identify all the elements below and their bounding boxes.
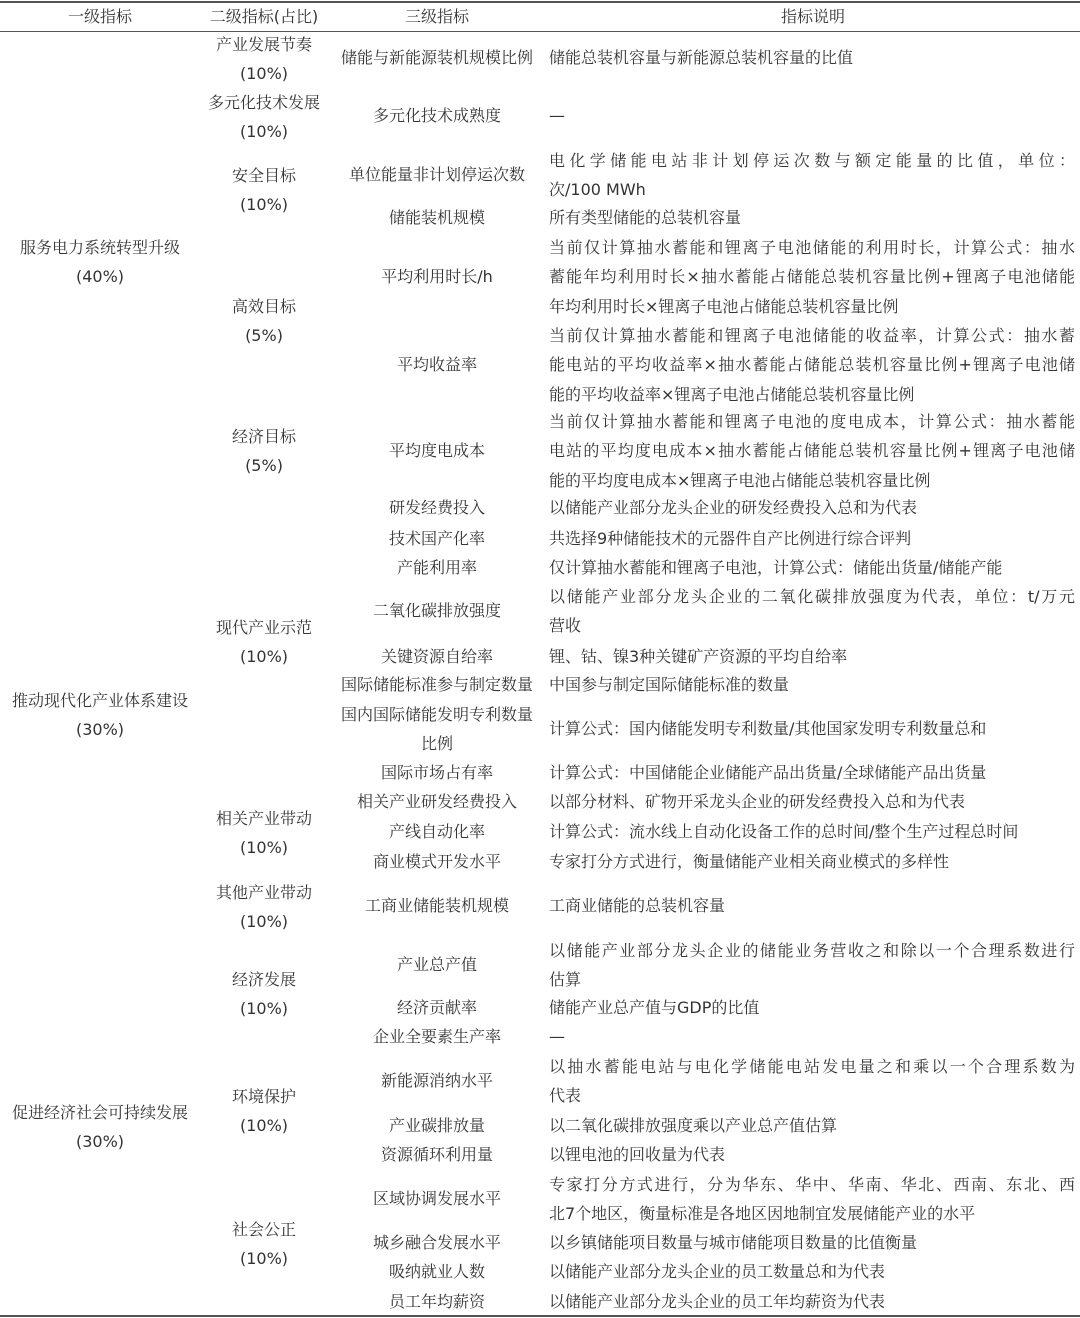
level3-indicator-line: 储能装机规模 — [388, 208, 485, 228]
indicator-description-line: 能的平均度电成本×锂离子电池占储能总装机容量比例 — [549, 470, 931, 490]
level3-indicator — [328, 1287, 546, 1316]
level3-indicator — [328, 950, 546, 979]
level3-indicator — [328, 524, 546, 553]
indicator-description-line: — — [549, 1027, 565, 1047]
indicator-description-line: — — [549, 106, 565, 126]
level2-indicator-line: 经济发展 — [231, 969, 296, 989]
level2-indicator — [200, 30, 328, 89]
indicator-description-line: 电站的平均度电成本×抽水蓄能占储能总装机容量比例+锂离子电池储 — [549, 441, 1075, 461]
level3-indicator — [328, 203, 546, 232]
level3-indicator-line: 员工年均薪资 — [388, 1292, 485, 1312]
indicator-description-line: 能电站的平均收益率×抽水蓄能占储能总装机容量比例+锂离子电池储 — [549, 355, 1075, 375]
indicator-description — [549, 787, 1075, 816]
level2-indicator — [200, 422, 328, 481]
level2-indicator-line: 经济目标 — [231, 426, 296, 446]
indicator-description — [549, 493, 1075, 522]
indicator-description-line: 所有类型储能的总装机容量 — [549, 208, 742, 228]
level1-indicator-line: 服务电力系统转型升级 — [19, 237, 180, 257]
indicator-description — [549, 1111, 1075, 1140]
level3-indicator — [328, 101, 546, 130]
level2-indicator — [200, 965, 328, 1024]
header-rule — [0, 31, 1080, 32]
level3-indicator — [328, 847, 546, 876]
indicator-description-line: 次/100 MWh — [549, 180, 646, 199]
indicator-description-line: 计算公式：国内储能发明专利数量/其他国家发明专利数量总和 — [549, 719, 987, 739]
level2-indicator-line: (10%) — [239, 195, 289, 214]
indicator-description-line: 以二氧化碳排放强度乘以产业总产值估算 — [549, 1116, 838, 1136]
indicator-description — [549, 642, 1075, 671]
indicator-description — [549, 670, 1075, 699]
indicator-description — [549, 582, 1075, 641]
indicator-description-line: 中国参与制定国际储能标准的数量 — [549, 675, 790, 695]
level3-indicator-line: 商业模式开发水平 — [372, 852, 501, 872]
level3-indicator-line: 产业碳排放量 — [388, 1116, 485, 1136]
indicator-description — [549, 1140, 1075, 1169]
level3-indicator-line: 平均利用时长/h — [381, 267, 493, 287]
indicator-description — [549, 817, 1075, 846]
level2-indicator-line: 相关产业带动 — [215, 808, 312, 828]
level3-indicator-line: 二氧化碳排放强度 — [372, 601, 501, 621]
indicator-description — [549, 1228, 1075, 1257]
header-description: 指标说明 — [780, 7, 845, 26]
indicator-description — [549, 1170, 1075, 1229]
indicator-description — [549, 553, 1075, 582]
indicator-description-line: 北7个地区，衡量标准是各地区因地制宜发展储能产业的水平 — [549, 1204, 976, 1223]
level3-indicator-line: 单位能量非计划停运次数 — [348, 165, 525, 185]
level2-indicator-line: (10%) — [239, 647, 289, 666]
level2-indicator-line: (10%) — [239, 999, 289, 1018]
indicator-description-line: 专家打分方式进行，衡量储能产业相关商业模式的多样性 — [549, 852, 950, 872]
level3-indicator — [328, 436, 546, 465]
indicator-description-line: 代表 — [549, 1086, 582, 1105]
indicator-description — [549, 1022, 1075, 1051]
indicator-description-line: 以抽水蓄能电站与电化学储能电站发电量之和乘以一个合理系数为 — [549, 1056, 1075, 1076]
indicator-description — [549, 101, 1075, 130]
level2-indicator-line: (10%) — [239, 1116, 289, 1135]
level1-indicator-line: (30%) — [75, 720, 125, 739]
level3-indicator-line: 多元化技术成熟度 — [372, 106, 501, 126]
indicator-description-line: 营收 — [549, 616, 582, 635]
level1-indicator-line: 促进经济社会可持续发展 — [11, 1102, 188, 1122]
level2-indicator-line: 多元化技术发展 — [207, 92, 320, 112]
level3-indicator — [328, 1111, 546, 1140]
level3-indicator-line: 区域协调发展水平 — [372, 1189, 501, 1209]
level1-indicator — [0, 233, 200, 292]
indicator-description — [549, 1257, 1075, 1286]
indicator-description-line: 以储能产业部分龙头企业的员工数量总和为代表 — [549, 1262, 886, 1282]
indicator-description — [549, 847, 1075, 876]
level3-indicator — [328, 670, 546, 699]
level3-indicator-line: 经济贡献率 — [396, 998, 477, 1018]
level2-indicator-line: 高效目标 — [231, 296, 296, 316]
level3-indicator — [328, 993, 546, 1022]
indicator-description — [549, 1287, 1075, 1316]
indicator-description — [549, 146, 1075, 205]
level3-indicator — [328, 596, 546, 625]
level2-indicator-line: 现代产业示范 — [215, 617, 312, 637]
indicator-description-line: 以乡镇储能项目数量与城市储能项目数量的比值衡量 — [549, 1233, 918, 1253]
indicator-description-line: 以储能产业部分龙头企业的员工年均薪资为代表 — [549, 1292, 886, 1312]
indicator-description-line: 当前仅计算抽水蓄能和锂离子电池储能的利用时长，计算公式：抽水 — [549, 237, 1075, 257]
level3-indicator-line: 城乡融合发展水平 — [372, 1233, 501, 1253]
level2-indicator-line: 环境保护 — [231, 1086, 296, 1106]
indicator-description-line: 共选择9种储能技术的元器件自产比例进行综合评判 — [549, 529, 912, 549]
indicator-description — [549, 233, 1075, 321]
level3-indicator — [328, 1184, 546, 1213]
indicator-description — [549, 407, 1075, 495]
level1-indicator-line: 推动现代化产业体系建设 — [11, 690, 188, 710]
level1-indicator — [0, 686, 200, 745]
level3-indicator — [328, 700, 546, 759]
indicator-description-line: 能的平均收益率×锂离子电池占储能总装机容量比例 — [549, 384, 915, 404]
level2-indicator — [200, 1215, 328, 1274]
level3-indicator-line: 工商业储能装机规模 — [364, 896, 509, 916]
level3-indicator — [328, 160, 546, 189]
indicator-description-line: 储能产业总产值与GDP的比值 — [549, 998, 760, 1018]
level3-indicator — [328, 350, 546, 379]
level2-indicator-line: (10%) — [239, 1249, 289, 1268]
level3-indicator — [328, 642, 546, 671]
indicator-description-line: 估算 — [549, 970, 582, 989]
level1-indicator — [0, 1098, 200, 1157]
level3-indicator — [328, 1257, 546, 1286]
level3-indicator-line: 研发经费投入 — [388, 498, 485, 518]
level2-indicator — [200, 613, 328, 672]
level2-indicator-line: (10%) — [239, 64, 289, 83]
indicator-description — [549, 936, 1075, 995]
level3-indicator-line: 关键资源自给率 — [380, 647, 493, 667]
indicator-description-line: 当前仅计算抽水蓄能和锂离子电池的度电成本，计算公式：抽水蓄能 — [549, 411, 1075, 431]
level2-indicator-line: (10%) — [239, 912, 289, 931]
level2-indicator-line: 社会公正 — [231, 1219, 296, 1239]
indicator-description-line: 蓄能年均利用时长×抽水蓄能占储能总装机容量比例+锂离子电池储能 — [549, 267, 1075, 287]
indicator-description-line: 储能总装机容量与新能源总装机容量的比值 — [549, 48, 854, 68]
indicator-description-line: 电化学储能电站非计划停运次数与额定能量的比值，单位： — [549, 150, 1075, 170]
level2-indicator-line: (5%) — [245, 456, 283, 475]
level3-indicator-line: 平均收益率 — [396, 355, 477, 375]
level2-indicator — [200, 292, 328, 351]
level2-indicator — [200, 1082, 328, 1141]
indicator-description — [549, 203, 1075, 232]
indicator-description — [549, 524, 1075, 553]
level3-indicator — [328, 1066, 546, 1095]
level2-indicator — [200, 88, 328, 147]
level3-indicator — [328, 758, 546, 787]
indicator-description — [549, 43, 1075, 72]
indicator-description-line: 以部分材料、矿物开采龙头企业的研发经费投入总和为代表 — [549, 792, 966, 812]
level2-indicator-line: (10%) — [239, 122, 289, 141]
level3-indicator-line: 产业总产值 — [396, 955, 477, 975]
level1-indicator-line: (30%) — [75, 1132, 125, 1151]
indicator-description-line: 专家打分方式进行，分为华东、华中、华南、华北、西南、东北、西 — [549, 1174, 1075, 1194]
level3-indicator-line: 比例 — [420, 734, 453, 753]
level3-indicator-line: 新能源消纳水平 — [380, 1071, 493, 1091]
level3-indicator — [328, 262, 546, 291]
level3-indicator-line: 资源循环利用量 — [380, 1145, 493, 1165]
level2-indicator-line: 安全目标 — [231, 165, 296, 185]
indicator-description-line: 年均利用时长×锂离子电池占储能总装机容量比例 — [549, 296, 899, 316]
header-level1: 一级指标 — [67, 7, 132, 26]
indicator-description-line: 以储能产业部分龙头企业的储能业务营收之和除以一个合理系数进行 — [549, 940, 1075, 960]
indicator-description — [549, 1052, 1075, 1111]
level3-indicator-line: 技术国产化率 — [388, 529, 485, 549]
level3-indicator — [328, 1228, 546, 1257]
indicator-description — [549, 321, 1075, 409]
level3-indicator-line: 国内国际储能发明专利数量 — [340, 704, 533, 724]
level3-indicator — [328, 817, 546, 846]
level3-indicator-line: 国际储能标准参与制定数量 — [340, 675, 533, 695]
indicator-description-line: 仅计算抽水蓄能和锂离子电池，计算公式：储能出货量/储能产能 — [549, 558, 1003, 578]
level3-indicator — [328, 1022, 546, 1051]
header-level2: 二级指标(占比) — [209, 7, 319, 26]
indicator-description — [549, 714, 1075, 743]
level3-indicator — [328, 493, 546, 522]
level2-indicator-line: 其他产业带动 — [215, 882, 312, 902]
indicator-description-line: 计算公式：中国储能企业储能产品出货量/全球储能产品出货量 — [549, 763, 987, 783]
indicator-description — [549, 993, 1075, 1022]
level2-indicator — [200, 878, 328, 937]
level3-indicator — [328, 1140, 546, 1169]
level3-indicator-line: 产线自动化率 — [388, 822, 485, 842]
level3-indicator-line: 储能与新能源装机规模比例 — [340, 48, 533, 68]
level3-indicator — [328, 553, 546, 582]
level2-indicator — [200, 804, 328, 863]
level3-indicator-line: 相关产业研发经费投入 — [356, 792, 517, 812]
indicator-description-line: 计算公式：流水线上自动化设备工作的总时间/整个生产过程总时间 — [549, 822, 1019, 842]
header-level3: 三级指标 — [404, 7, 469, 26]
level2-indicator — [200, 161, 328, 220]
level3-indicator-line: 平均度电成本 — [388, 441, 485, 461]
level2-indicator-line: (5%) — [245, 326, 283, 345]
level3-indicator — [328, 787, 546, 816]
level3-indicator-line: 吸纳就业人数 — [388, 1262, 485, 1282]
indicator-description-line: 当前仅计算抽水蓄能和锂离子电池储能的收益率，计算公式：抽水蓄 — [549, 325, 1075, 345]
indicator-description-line: 以锂电池的回收量为代表 — [549, 1145, 726, 1165]
level1-indicator-line: (40%) — [75, 267, 125, 286]
level3-indicator-line: 企业全要素生产率 — [372, 1027, 501, 1047]
level2-indicator-line: (10%) — [239, 838, 289, 857]
indicator-description-line: 以储能产业部分龙头企业的二氧化碳排放强度为代表，单位：t/万元 — [549, 586, 1075, 606]
level3-indicator — [328, 43, 546, 72]
level3-indicator — [328, 891, 546, 920]
indicator-description-line: 锂、钴、镍3种关键矿产资源的平均自给率 — [549, 647, 848, 667]
level3-indicator-line: 产能利用率 — [396, 558, 477, 578]
indicator-description — [549, 891, 1075, 920]
level3-indicator-line: 国际市场占有率 — [380, 763, 493, 783]
level2-indicator-line: 产业发展节奏 — [215, 34, 312, 54]
indicator-description-line: 工商业储能的总装机容量 — [549, 896, 726, 916]
indicator-description-line: 以储能产业部分龙头企业的研发经费投入总和为代表 — [549, 498, 918, 518]
indicator-description — [549, 758, 1075, 787]
